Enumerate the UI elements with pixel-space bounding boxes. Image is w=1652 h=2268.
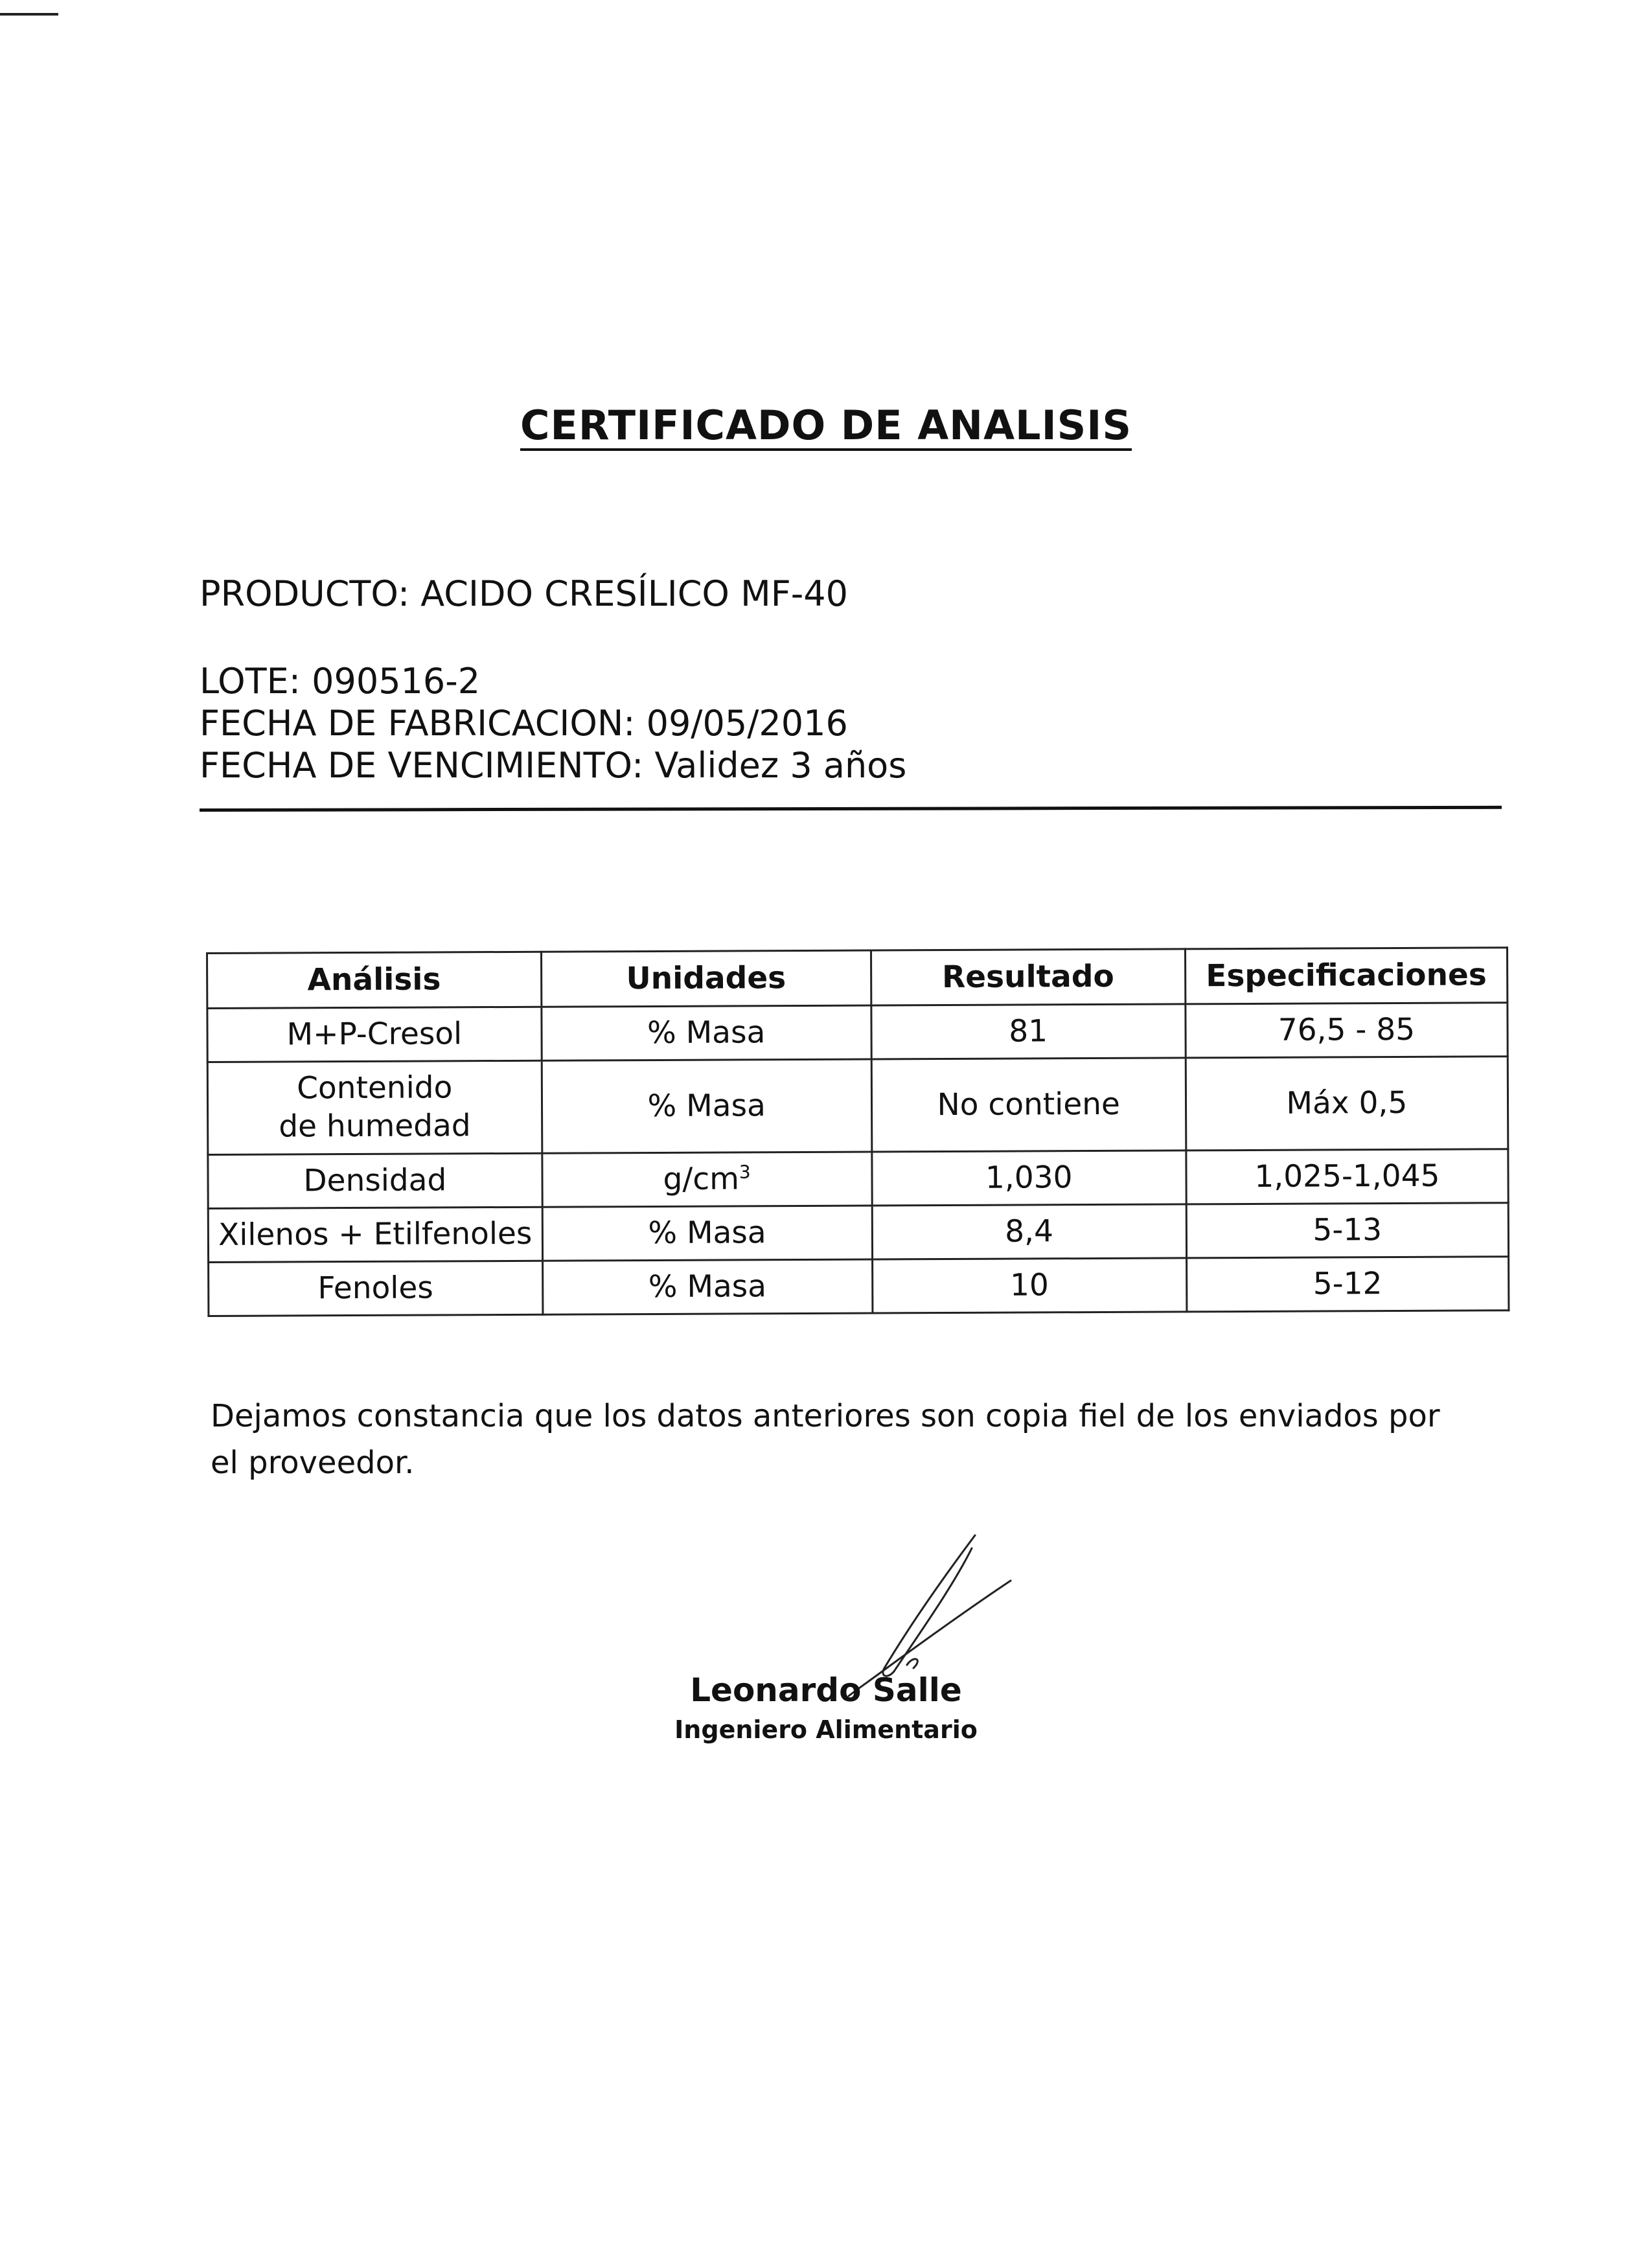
table-row bbox=[207, 1003, 1508, 1062]
scan-edge-mark bbox=[0, 13, 58, 16]
cell-units: % Masa bbox=[542, 1259, 872, 1314]
cell-units-base: g/cm bbox=[663, 1161, 740, 1197]
cell-specification: Máx 0,5 bbox=[1186, 1057, 1508, 1151]
header-divider bbox=[200, 806, 1502, 812]
header-result: Resultado bbox=[871, 949, 1185, 1005]
cell-result: No contiene bbox=[871, 1058, 1186, 1152]
table-header-row bbox=[207, 948, 1508, 1009]
header-analysis: Análisis bbox=[207, 952, 542, 1008]
document-title-text: CERTIFICADO DE ANALISIS bbox=[520, 402, 1132, 449]
cell-specification: 5-13 bbox=[1186, 1203, 1509, 1258]
cell-units: % Masa bbox=[542, 1059, 872, 1153]
cell-units bbox=[542, 1152, 871, 1207]
cell-result: 8,4 bbox=[872, 1204, 1186, 1259]
table-row bbox=[209, 1257, 1509, 1316]
cell-result: 1,030 bbox=[871, 1151, 1186, 1206]
signatory-name: Leonardo Salle bbox=[690, 1671, 962, 1709]
header-units: Unidades bbox=[541, 950, 871, 1007]
cell-specification: 76,5 - 85 bbox=[1186, 1003, 1508, 1058]
cell-analysis-text: Contenido de humedad bbox=[279, 1070, 471, 1145]
cell-analysis: Xilenos + Etilfenoles bbox=[208, 1207, 542, 1262]
product-line: PRODUCTO: ACIDO CRESÍLICO MF-40 bbox=[200, 573, 848, 614]
expiry-date-line: FECHA DE VENCIMIENTO: Validez 3 años bbox=[200, 745, 907, 786]
lot-line: LOTE: 090516-2 bbox=[200, 661, 481, 702]
declaration-note: Dejamos constancia que los datos anteriores son copia fiel de los enviados por el proveedor. bbox=[211, 1398, 1440, 1481]
cell-result: 10 bbox=[872, 1258, 1186, 1313]
table-row bbox=[208, 1149, 1508, 1209]
cell-analysis: Fenoles bbox=[209, 1261, 543, 1316]
table-row bbox=[207, 1057, 1508, 1155]
cell-result: 81 bbox=[871, 1004, 1186, 1059]
analysis-table bbox=[206, 946, 1509, 1317]
document-title bbox=[0, 402, 1652, 449]
header-specifications: Especificaciones bbox=[1185, 948, 1508, 1004]
cell-analysis: Densidad bbox=[208, 1153, 542, 1208]
table-row bbox=[208, 1203, 1508, 1263]
cell-units-exponent: 3 bbox=[739, 1161, 751, 1183]
signatory-role: Ingeniero Alimentario bbox=[674, 1715, 978, 1744]
cell-analysis: M+P-Cresol bbox=[207, 1007, 542, 1062]
manufacture-date-line: FECHA DE FABRICACION: 09/05/2016 bbox=[200, 703, 848, 744]
cell-specification: 5-12 bbox=[1186, 1257, 1509, 1312]
cell-specification: 1,025-1,045 bbox=[1186, 1149, 1509, 1204]
cell-units: % Masa bbox=[542, 1206, 872, 1261]
cell-analysis bbox=[207, 1060, 542, 1154]
cell-units: % Masa bbox=[542, 1005, 871, 1060]
